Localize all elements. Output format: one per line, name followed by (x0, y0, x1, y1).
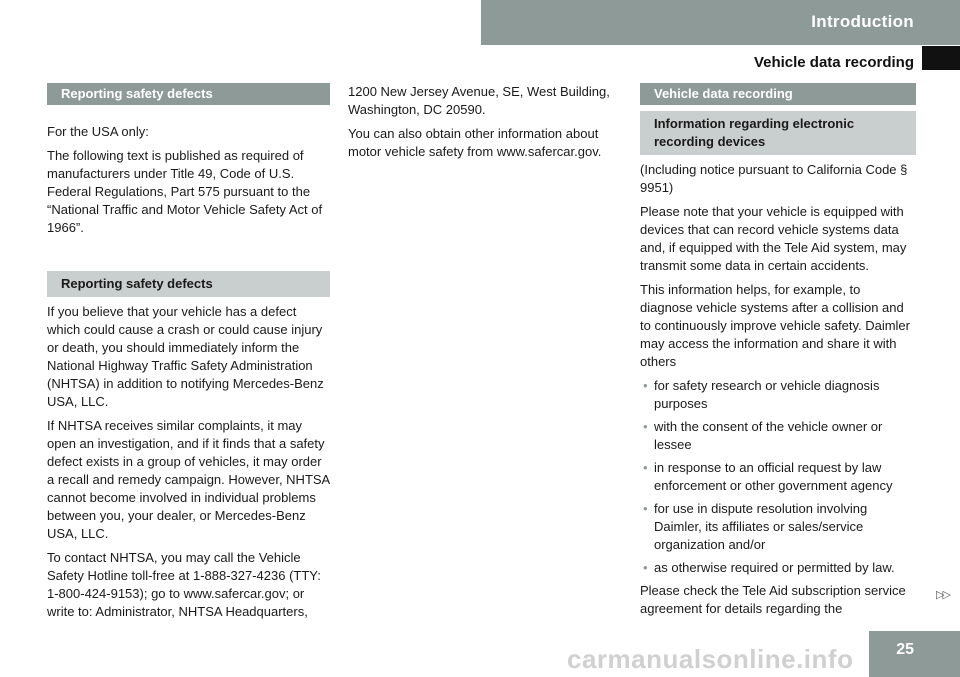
section-title: Introduction (811, 12, 914, 31)
subsection-heading: Reporting safety defects (47, 271, 330, 297)
list-item: • in response to an official request by law enforcement or other government agency (643, 460, 893, 493)
paragraph: For the USA only: (47, 124, 149, 139)
paragraph: 1200 New Jersey Avenue, SE, West Building, Washington, DC 20590. (348, 84, 610, 117)
list-item: • as otherwise required or permitted by law. (643, 560, 895, 575)
bullet-icon: • (643, 460, 648, 475)
section-marker-tab (922, 46, 960, 70)
paragraph: You can also obtain other information about motor vehicle safety from www.safercar.gov. (348, 126, 602, 159)
paragraph: Please note that your vehicle is equipped with devices that can record vehicle systems data and, if equipped with the Tele Aid system, may transmit some data in certain accidents. (640, 204, 907, 273)
paragraph: If you believe that your vehicle has a defect which could cause a crash or could cause injury or death, you should immediately inform the National Highway Traffic Safety Administration (NHTSA) in addition to notifying Mercedes-Benz USA, LLC. (47, 304, 324, 409)
subsection-heading: Information regarding electronic recording devices (640, 111, 916, 155)
watermark: carmanualsonline.info (567, 644, 854, 674)
bullet-icon: • (643, 501, 648, 516)
paragraph: (Including notice pursuant to California Code § 9951) (640, 162, 908, 195)
subsection-title: Vehicle data recording (753, 54, 914, 71)
paragraph: To contact NHTSA, you may call the Vehicle Safety Hotline toll-free at 1-888-327-4236 (TTY: 1-800-424-9153); go to www.safercar.gov; or write to: Administrator, NHTSA Headquarters, (47, 550, 321, 619)
continue-arrow-icon: ▷▷ (936, 589, 949, 601)
list-item: • for safety research or vehicle diagnosis purposes (643, 378, 880, 411)
list-item: • for use in dispute resolution involving Daimler, its affiliates or sales/service organization and/or (643, 501, 868, 552)
bullet-icon: • (643, 419, 648, 434)
bullet-list (640, 377, 916, 577)
paragraph: This information helps, for example, to diagnose vehicle systems after a collision and to continuously improve vehicle safety. Daimler may access the information and share it with others (640, 282, 910, 369)
list-item: • with the consent of the vehicle owner or lessee (643, 419, 883, 452)
paragraph: The following text is published as required of manufacturers under Title 49, Code of U.S. Federal Regulations, Part 575 pursuant to the “National Traffic and Motor Vehicle Safety Act of 1966”. (47, 148, 323, 235)
column-middle (348, 83, 622, 167)
bullet-icon: • (643, 378, 648, 393)
paragraph: Please check the Tele Aid subscription service agreement for details regarding the (640, 583, 906, 616)
section-heading: Vehicle data recording (640, 83, 916, 105)
paragraph: If NHTSA receives similar complaints, it may open an investigation, and if it finds that a safety defect exists in a group of vehicles, it may order a recall and remedy campaign. However, NHTSA cannot become involved in individual problems between you, your dealer, or Mercedes-Benz USA, LLC. (47, 418, 330, 541)
bullet-icon: • (643, 560, 648, 575)
column-left (47, 83, 330, 627)
page-number: 25 (896, 641, 914, 658)
column-right (640, 83, 916, 624)
page-number-box (869, 631, 960, 677)
section-heading: Reporting safety defects (47, 83, 330, 105)
